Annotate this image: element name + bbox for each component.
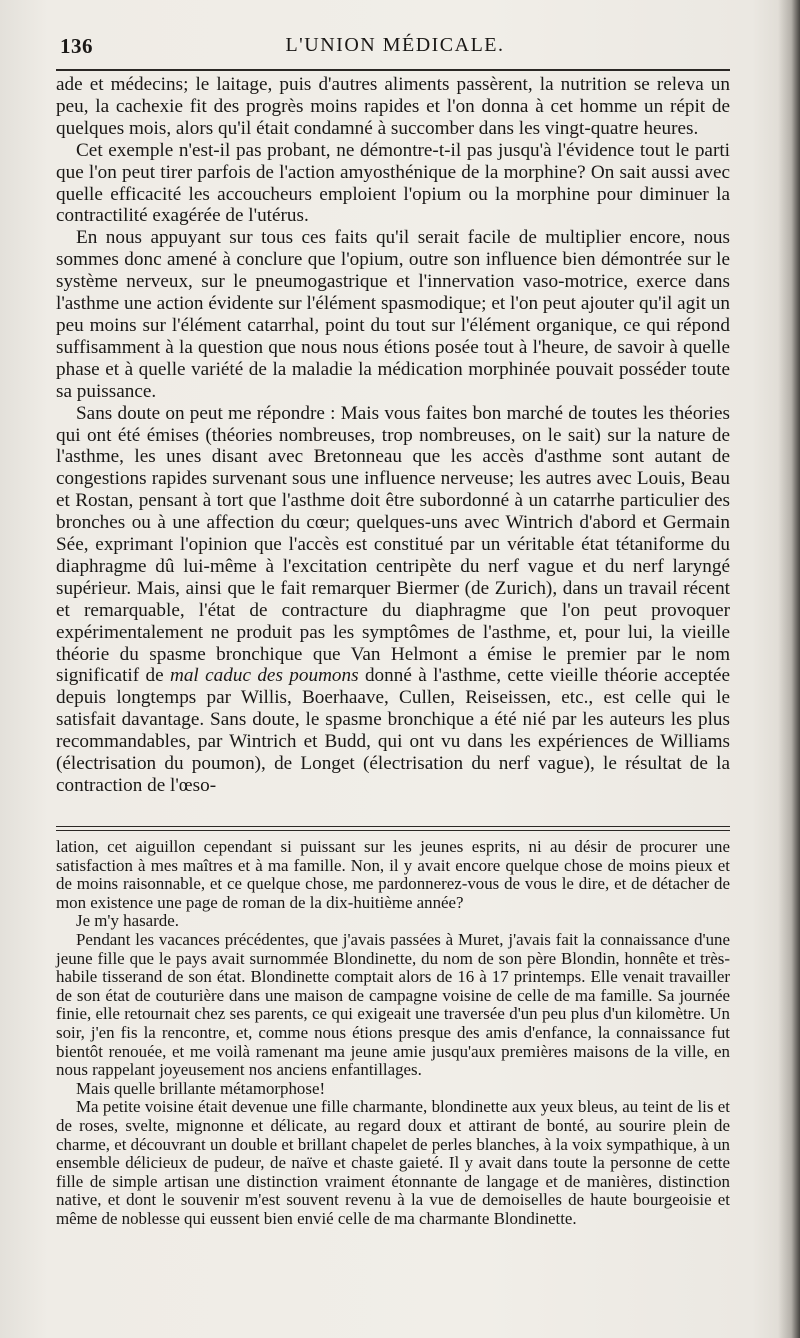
- paragraph: Pendant les vacances précédentes, que j'avais passées à Muret, j'avais fait la connaissance d'une jeune fille que le pays avait surnommée Blondinette, du nom de son père Blondin, honnête et très-habile tisserand de son état. Blondinette comptait alors de 16 à 17 printemps. Elle venait travailler de son état de couturière dans une maison de campagne voisine de celle de ma famille. Sa journée finie, elle retournait chez ses parents, ce qui exigeait une traversée d'un peu plus d'un kilomètre. Un soir, j'en fis la rencontre, et, comme nous étions presque des amis d'enfance, la connaissance fut bientôt renouée, et me voilà ramenant ma jeune amie jusqu'aux premières maisons de la ville, en nous rappelant joyeusement nos anciens enfantillages.: [56, 929, 730, 1080]
- paragraph: Je m'y hasarde.: [76, 911, 179, 931]
- italic-term: mal caduc des poumons: [169, 665, 359, 687]
- running-header: [60, 30, 730, 60]
- paragraph: [56, 403, 730, 797]
- running-title: L'UNION MÉDICALE.: [285, 34, 505, 56]
- paragraph: En nous appuyant sur tous ces faits qu'il serait facile de multiplier encore, nous sommes donc amené à conclure que l'opium, outre son influence bien démontrée sur le système nerveux, sur le pneumogastrique et l'innervation vaso-motrice, exerce dans l'asthme une action évidente sur l'élément spasmodique; et l'on peut ajouter qu'il agit un peu moins sur l'élément catarrhal, point du tout sur l'élément organique, ce qui répond suffisamment à la question que nous nous étions posée tout à l'heure, de savoir à quelle phase et à quelle variété de la maladie la médication morphinée pouvait posséder toute sa puissance.: [56, 227, 730, 402]
- paragraph: ade et médecins; le laitage, puis d'autres aliments passèrent, la nutrition se releva un peu, la cachexie fit des progrès moins rapides et l'on donna à cet homme un répit de quelques mois, alors qu'il était condamné à succomber dans les vingt-quatre heures.: [56, 74, 730, 139]
- page-number: 136: [60, 34, 93, 58]
- paragraph-text: Sans doute on peut me répondre : Mais vous faites bon marché de toutes les théories qui ont été émises (théories nombreuses, trop nombreuses, on le sait) sur la nature de l'asthme, les unes disant avec Bretonneau que les accès d'asthme sont autant de congestions rapides survenant sous une influence nerveuse; les autres avec Louis, Beau et Rostan, pensant à tort que l'asthme doit être subordonné à un catarrhe particulier des bronches ou à une affection du cœur; quelques-uns avec Wintrich d'abord et Germain Sée, exprimant l'opinion que l'accès est constitué par un véritable état tétaniforme du diaphragme dû lui-même à l'excitation centripète du nerf vague et du nerf laryngé supérieur. Mais, ainsi que le fait remarquer Biermer (de Zurich), dans un travail récent et remarquable, l'état de contracture du diaphragme que l'on peut provoquer expérimentalement ne produit pas les symptômes de l'asthme, et, pour lui, la vieille théorie du spasme bronchique que Van Helmont a émise le premier par le nom significatif de: [56, 402, 730, 687]
- paragraph: Mais quelle brillante métamorphose!: [76, 1078, 326, 1098]
- page-edge-shadow: [778, 0, 800, 1338]
- paragraph-text: donné à l'asthme, cette vieille théorie acceptée depuis longtemps par Willis, Boerhaave, Cullen, Reiseissen, etc., est celle qui le satisfait davantage. Sans doute, le spasme bronchique a été nié par les auteurs les plus recommandables, par Wintrich et Budd, qui ont vu dans les expériences de Williams (électrisation du poumon), de Longet (électrisation du nerf vague), le résultat de la contraction de l'œso-: [56, 665, 730, 796]
- feuilleton-section: [56, 838, 730, 1228]
- paragraph: lation, cet aiguillon cependant si puissant sur les jeunes esprits, ni au désir de procurer une satisfaction à mes maîtres et à ma famille. Non, il y avait encore quelque chose de moins pieux et de moins raisonnable, et ce quelque chose, me pardonnerez-vous de vous le dire, et de détacher de mon existence une page de roman de la dix-huitième année?: [56, 837, 730, 912]
- paragraph: Ma petite voisine était devenue une fille charmante, blondinette aux yeux bleus, au teint de lis et de roses, svelte, mignonne et délicate, au regard doux et attirant de bonté, au sourire plein de charme, et découvrant un double et brillant chapelet de perles blanches, à la voix sympathique, à un ensemble délicieux de pudeur, de naïve et chaste gaieté. Il y avait dans toute la personne de cette fille de simple artisan une distinction vraiment étonnante de langage et de manières, distinction native, et dont le souvenir m'est souvent revenu à la vue de demoiselles de haute bourgeoisie et même de noblesse qui eussent bien envié celle de ma charmante Blondinette.: [56, 1097, 730, 1228]
- main-article: [56, 74, 730, 797]
- feuilleton-separator: [56, 826, 730, 831]
- paragraph: Cet exemple n'est-il pas probant, ne démontre-t-il pas jusqu'à l'évidence tout le parti que l'on peut tirer parfois de l'action amyosthénique de la morphine? On sait aussi avec quelle efficacité les accoucheurs emploient l'opium ou la morphine pour diminuer la contractilité exagérée de l'utérus.: [56, 139, 730, 227]
- header-rule: [56, 69, 730, 71]
